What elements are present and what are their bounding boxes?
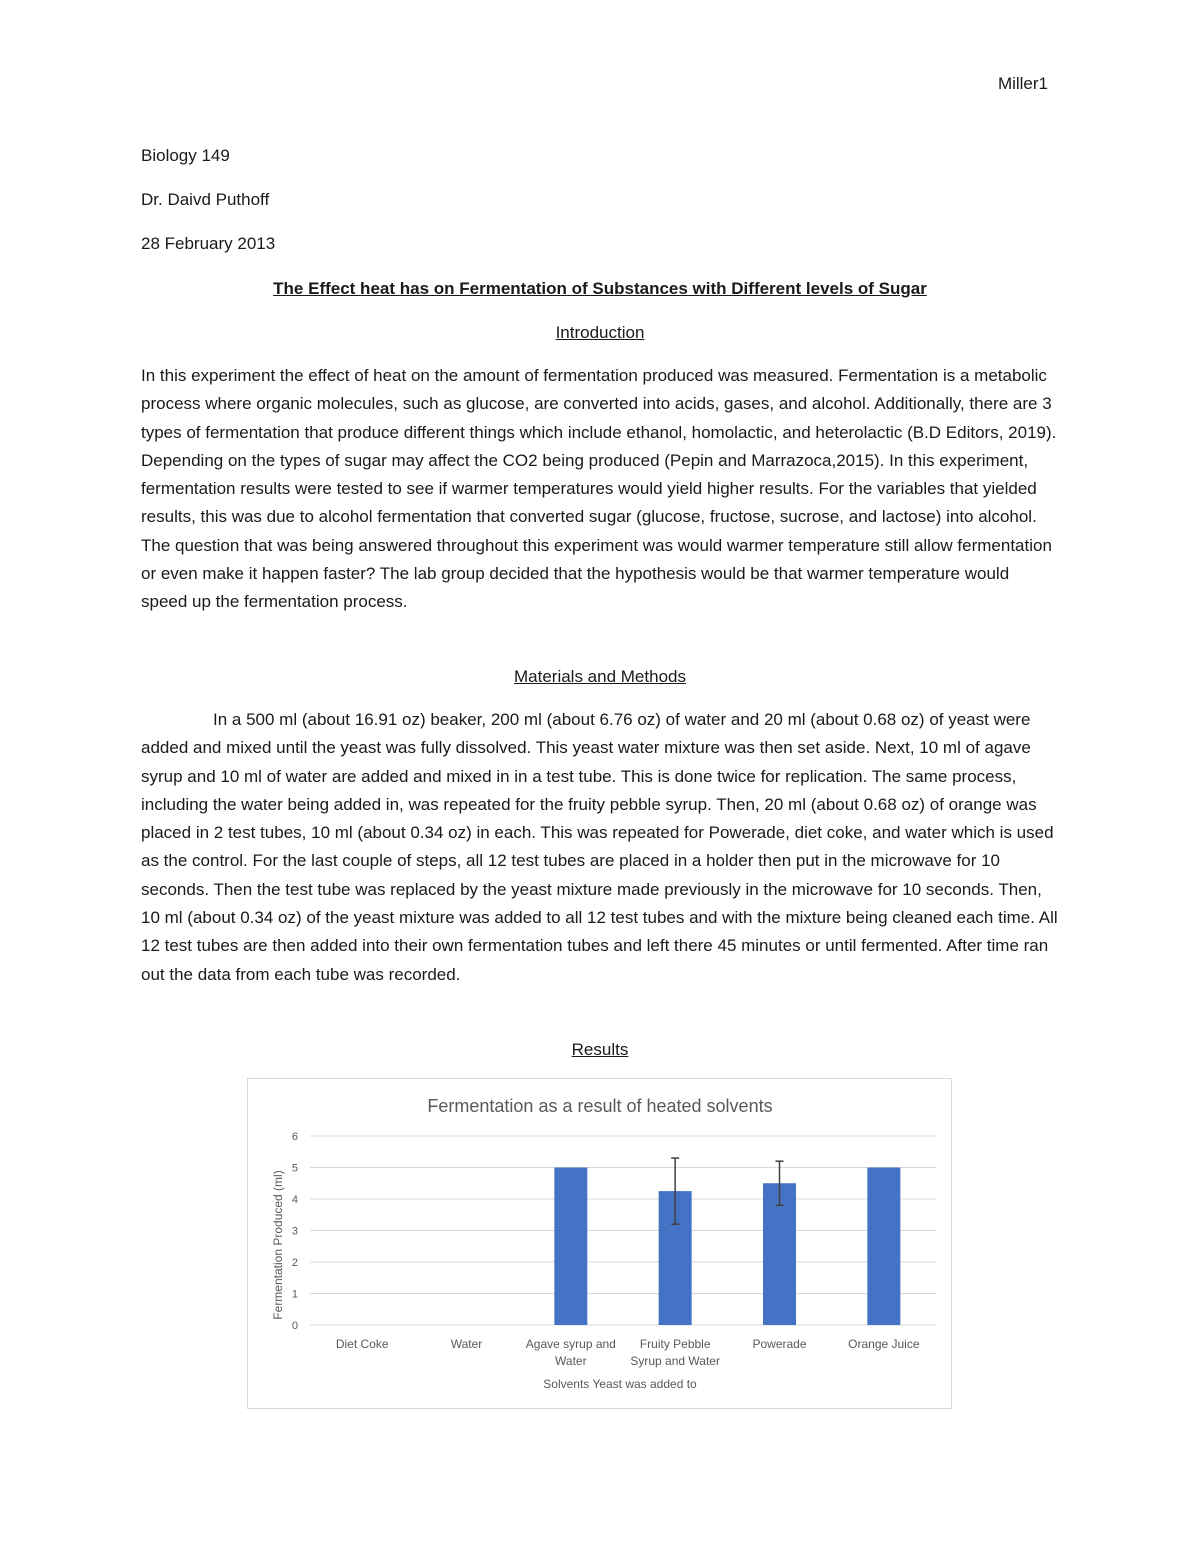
chart-x-tick-label: Diet Coke <box>335 1337 389 1351</box>
page-header: Miller1 <box>997 74 1048 93</box>
course-line: Biology 149 <box>141 146 230 165</box>
date-line: 28 February 2013 <box>141 234 276 253</box>
chart-x-tick-label: Fruity Pebble Syrup and Water <box>630 1337 720 1368</box>
chart-y-tick-label: 6 <box>291 1131 298 1143</box>
chart-x-tick-label: Agave syrup and Water <box>525 1337 616 1368</box>
chart-x-tick-label: Orange Juice <box>848 1337 920 1351</box>
chart-y-tick-label: 1 <box>291 1288 298 1301</box>
chart-bar <box>554 1168 587 1326</box>
results-heading: Results <box>571 1040 629 1059</box>
introduction-heading: Introduction <box>555 323 645 342</box>
chart-x-axis-label: Solvents Yeast was added to <box>543 1377 697 1391</box>
chart-y-tick-label: 3 <box>291 1225 298 1238</box>
document-title: The Effect heat has on Fermentation of Substances with Different levels of Sugar <box>273 279 927 298</box>
introduction-paragraph: In this experiment the effect of heat on the amount of fermentation produced was measured. Fermentation is a metabolic process where organic molecules, such as glucose, are converted into acids, gases, and alcohol. Additionally, there are 3 types of fermentation that produce different things which include ethanol, homolactic, and heterolactic (B.D Editors, 2019). Depending on the types of sugar may affect the CO2 being produced (Pepin and Marrazoca,2015). In this experiment, fermentation results were tested to see if warmer temperatures would yield higher results. For the variables that yielded results, this was due to alcohol fermentation that converted sugar (glucose, fructose, sucrose, and lactose) into alcohol. The question that was being answered throughout this experiment was would warmer temperature still allow fermentation or even make it happen faster? The lab group decided that the hypothesis would be that warmer temperature would speed up the fermentation process. <box>141 366 1057 612</box>
chart-y-tick-label: 4 <box>291 1194 298 1206</box>
methods-heading: Materials and Methods <box>514 667 686 686</box>
chart-y-ticks <box>292 1131 298 1332</box>
chart-x-tick-label: Powerade <box>752 1337 807 1351</box>
chart-y-tick-label: 0 <box>291 1320 298 1332</box>
chart-x-tick-label: Water <box>450 1337 483 1351</box>
chart-bars <box>554 1168 900 1326</box>
instructor-line: Dr. Daivd Puthoff <box>141 190 270 209</box>
chart-canvas <box>248 1079 953 1410</box>
chart-x-ticks <box>336 1337 920 1368</box>
chart-bar <box>867 1168 900 1326</box>
chart-y-tick-label: 5 <box>291 1162 298 1175</box>
chart-y-axis-label: Fermentation Produced (ml) <box>271 1170 285 1320</box>
chart-title: Fermentation as a result of heated solvents <box>427 1096 773 1116</box>
chart-y-tick-label: 2 <box>291 1257 298 1269</box>
methods-paragraph: In a 500 ml (about 16.91 oz) beaker, 200 ml (about 6.76 oz) of water and 20 ml (about 0.68 oz) of yeast were added and mixed until the yeast was fully dissolved. This yeast water mixture was then set aside. Next, 10 ml of agave syrup and 10 ml of water are added and mixed in in a test tube. This is done twice for replication. The same process, including the water being added in, was repeated for the fruity pebble syrup. Then, 20 ml (about 0.68 oz) of orange was placed in 2 test tubes, 10 ml (about 0.34 oz) in each. This was repeated for Powerade, diet coke, and water which is used as the control. For the last couple of steps, all 12 test tubes are placed in a holder then put in the microwave for 10 seconds. Then the test tube was replaced by the yeast mixture made previously in the microwave for 10 seconds. Then, 10 ml (about 0.34 oz) of the yeast mixture was added to all 12 test tubes and with the mixture being cleaned each time. All 12 test tubes are then added into their own fermentation tubes and left there 45 minutes or until fermented. After time ran out the data from each tube was recorded. <box>141 710 1058 984</box>
chart-gridlines <box>310 1136 936 1325</box>
results-chart <box>247 1078 952 1409</box>
